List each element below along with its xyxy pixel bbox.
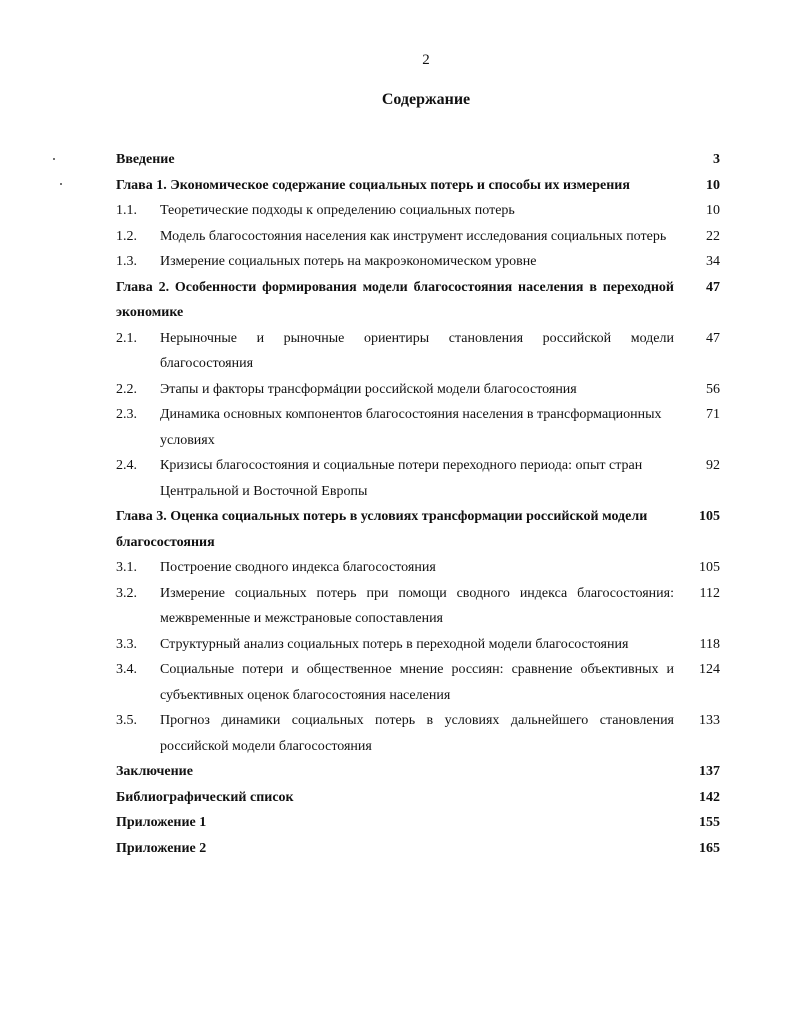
toc-entry	[116, 147, 720, 173]
toc-section-entry	[116, 402, 720, 453]
toc-entry-page: 105	[699, 509, 720, 524]
toc-entry	[116, 810, 720, 836]
toc-entry-number: 3.1.	[116, 560, 137, 575]
toc-entry-title: Структурный анализ социальных потерь в переходной модели благосостояния	[160, 636, 629, 652]
toc-entry-title: Глава 2. Особенности формирования модели благосостояния населения в переходной экономике	[116, 279, 674, 320]
toc-entry-title: Введение	[116, 152, 175, 167]
toc-entry-number: 1.3.	[116, 254, 137, 269]
toc-entry-page: 133	[699, 713, 720, 728]
toc-entry-page: 56	[706, 381, 720, 397]
toc-entry-page: 47	[706, 279, 720, 295]
toc-entry-page: 137	[699, 764, 720, 779]
toc-section-entry	[116, 326, 720, 377]
toc-entry-title: Глава 3. Оценка социальных потерь в условиях трансформации российской модели благосостояния	[116, 509, 648, 550]
toc-entry-page: 10	[706, 203, 720, 218]
toc-entry-title: Теоретические подходы к определению социальных потерь	[160, 203, 515, 218]
toc-section-entry	[116, 377, 720, 403]
toc-entry	[116, 759, 720, 785]
toc-entry-title: Библиографический список	[116, 789, 294, 805]
toc-chapter-entry	[116, 504, 720, 555]
toc-entry-page: 118	[699, 636, 720, 652]
toc-section-entry	[116, 249, 720, 275]
toc-entry-number: 3.3.	[116, 636, 137, 652]
toc-entry	[116, 836, 720, 862]
toc-entry	[116, 785, 720, 811]
toc-section-entry	[116, 708, 720, 759]
scan-speck	[53, 158, 55, 160]
toc-entry-title: Глава 1. Экономическое содержание социальных потерь и способы их измерения	[116, 177, 630, 193]
toc-chapter-entry	[116, 173, 720, 199]
toc-entry-number: 3.2.	[116, 585, 137, 601]
toc-entry-title: Измерение социальных потерь на макроэкономическом уровне	[160, 254, 537, 269]
toc-entry-title: Модель благосостояния населения как инструмент исследования социальных потерь	[160, 228, 667, 244]
toc-entry-page: 165	[699, 840, 720, 856]
toc-section-entry	[116, 632, 720, 658]
toc-section-entry	[116, 198, 720, 224]
toc-entry-page: 47	[706, 330, 720, 346]
toc-entry-title: Нерыночные и рыночные ориентиры становления российской модели благосостояния	[160, 330, 674, 371]
toc-section-entry	[116, 657, 720, 708]
toc-entry-number: 2.3.	[116, 407, 137, 422]
toc-entry-number: 3.5.	[116, 713, 137, 728]
toc-entry-title: Приложение 1	[116, 815, 207, 830]
toc-entry-number: 2.1.	[116, 330, 137, 346]
scan-speck	[60, 183, 62, 185]
toc-entry-number: 1.1.	[116, 203, 137, 218]
toc-entry-page: 22	[706, 228, 720, 244]
toc-entry-page: 10	[706, 177, 720, 193]
toc-entry-page: 105	[699, 560, 720, 575]
toc-entry-title: Построение сводного индекса благосостояния	[160, 560, 436, 575]
toc-entry-number: 2.2.	[116, 381, 137, 397]
toc-section-entry	[116, 555, 720, 581]
toc-entry-page: 71	[706, 407, 720, 422]
toc-entry-title: Социальные потери и общественное мнение россиян: сравнение объективных и субъективных оценок благосостояния населения	[160, 662, 674, 703]
toc-section-entry	[116, 224, 720, 250]
toc-section-entry	[116, 453, 720, 504]
page-title: Содержание	[381, 91, 471, 108]
toc-entry-title: Прогноз динамики социальных потерь в условиях дальнейшего становления российской модели благосостояния	[160, 713, 674, 754]
toc-entry-page: 112	[699, 585, 720, 601]
toc-entry-title: Приложение 2	[116, 840, 207, 856]
toc-entry-page: 155	[699, 815, 720, 830]
table-of-contents	[116, 147, 720, 861]
toc-entry-page: 34	[706, 254, 720, 269]
toc-chapter-entry	[116, 275, 720, 326]
toc-entry-title: Этапы и факторы трансформации российской модели благосостояния	[160, 381, 577, 397]
toc-entry-page: 124	[699, 662, 720, 677]
toc-entry-title: Динамика основных компонентов благосостояния населения в трансформационных условиях	[160, 407, 662, 448]
toc-entry-page: 142	[699, 789, 720, 805]
toc-entry-page: 3	[713, 152, 720, 167]
toc-entry-number: 3.4.	[116, 662, 137, 677]
page-number: 2	[422, 52, 430, 68]
toc-entry-title: Кризисы благосостояния и социальные потери переходного периода: опыт стран Центральной и Восточной Европы	[160, 458, 643, 499]
toc-entry-number: 2.4.	[116, 458, 137, 473]
toc-section-entry	[116, 581, 720, 632]
toc-entry-title: Заключение	[116, 764, 193, 779]
toc-entry-title: Измерение социальных потерь при помощи сводного индекса благосостояния: межвременные и межстрановые сопоставления	[160, 585, 674, 626]
toc-entry-page: 92	[706, 458, 720, 473]
toc-entry-number: 1.2.	[116, 228, 137, 244]
